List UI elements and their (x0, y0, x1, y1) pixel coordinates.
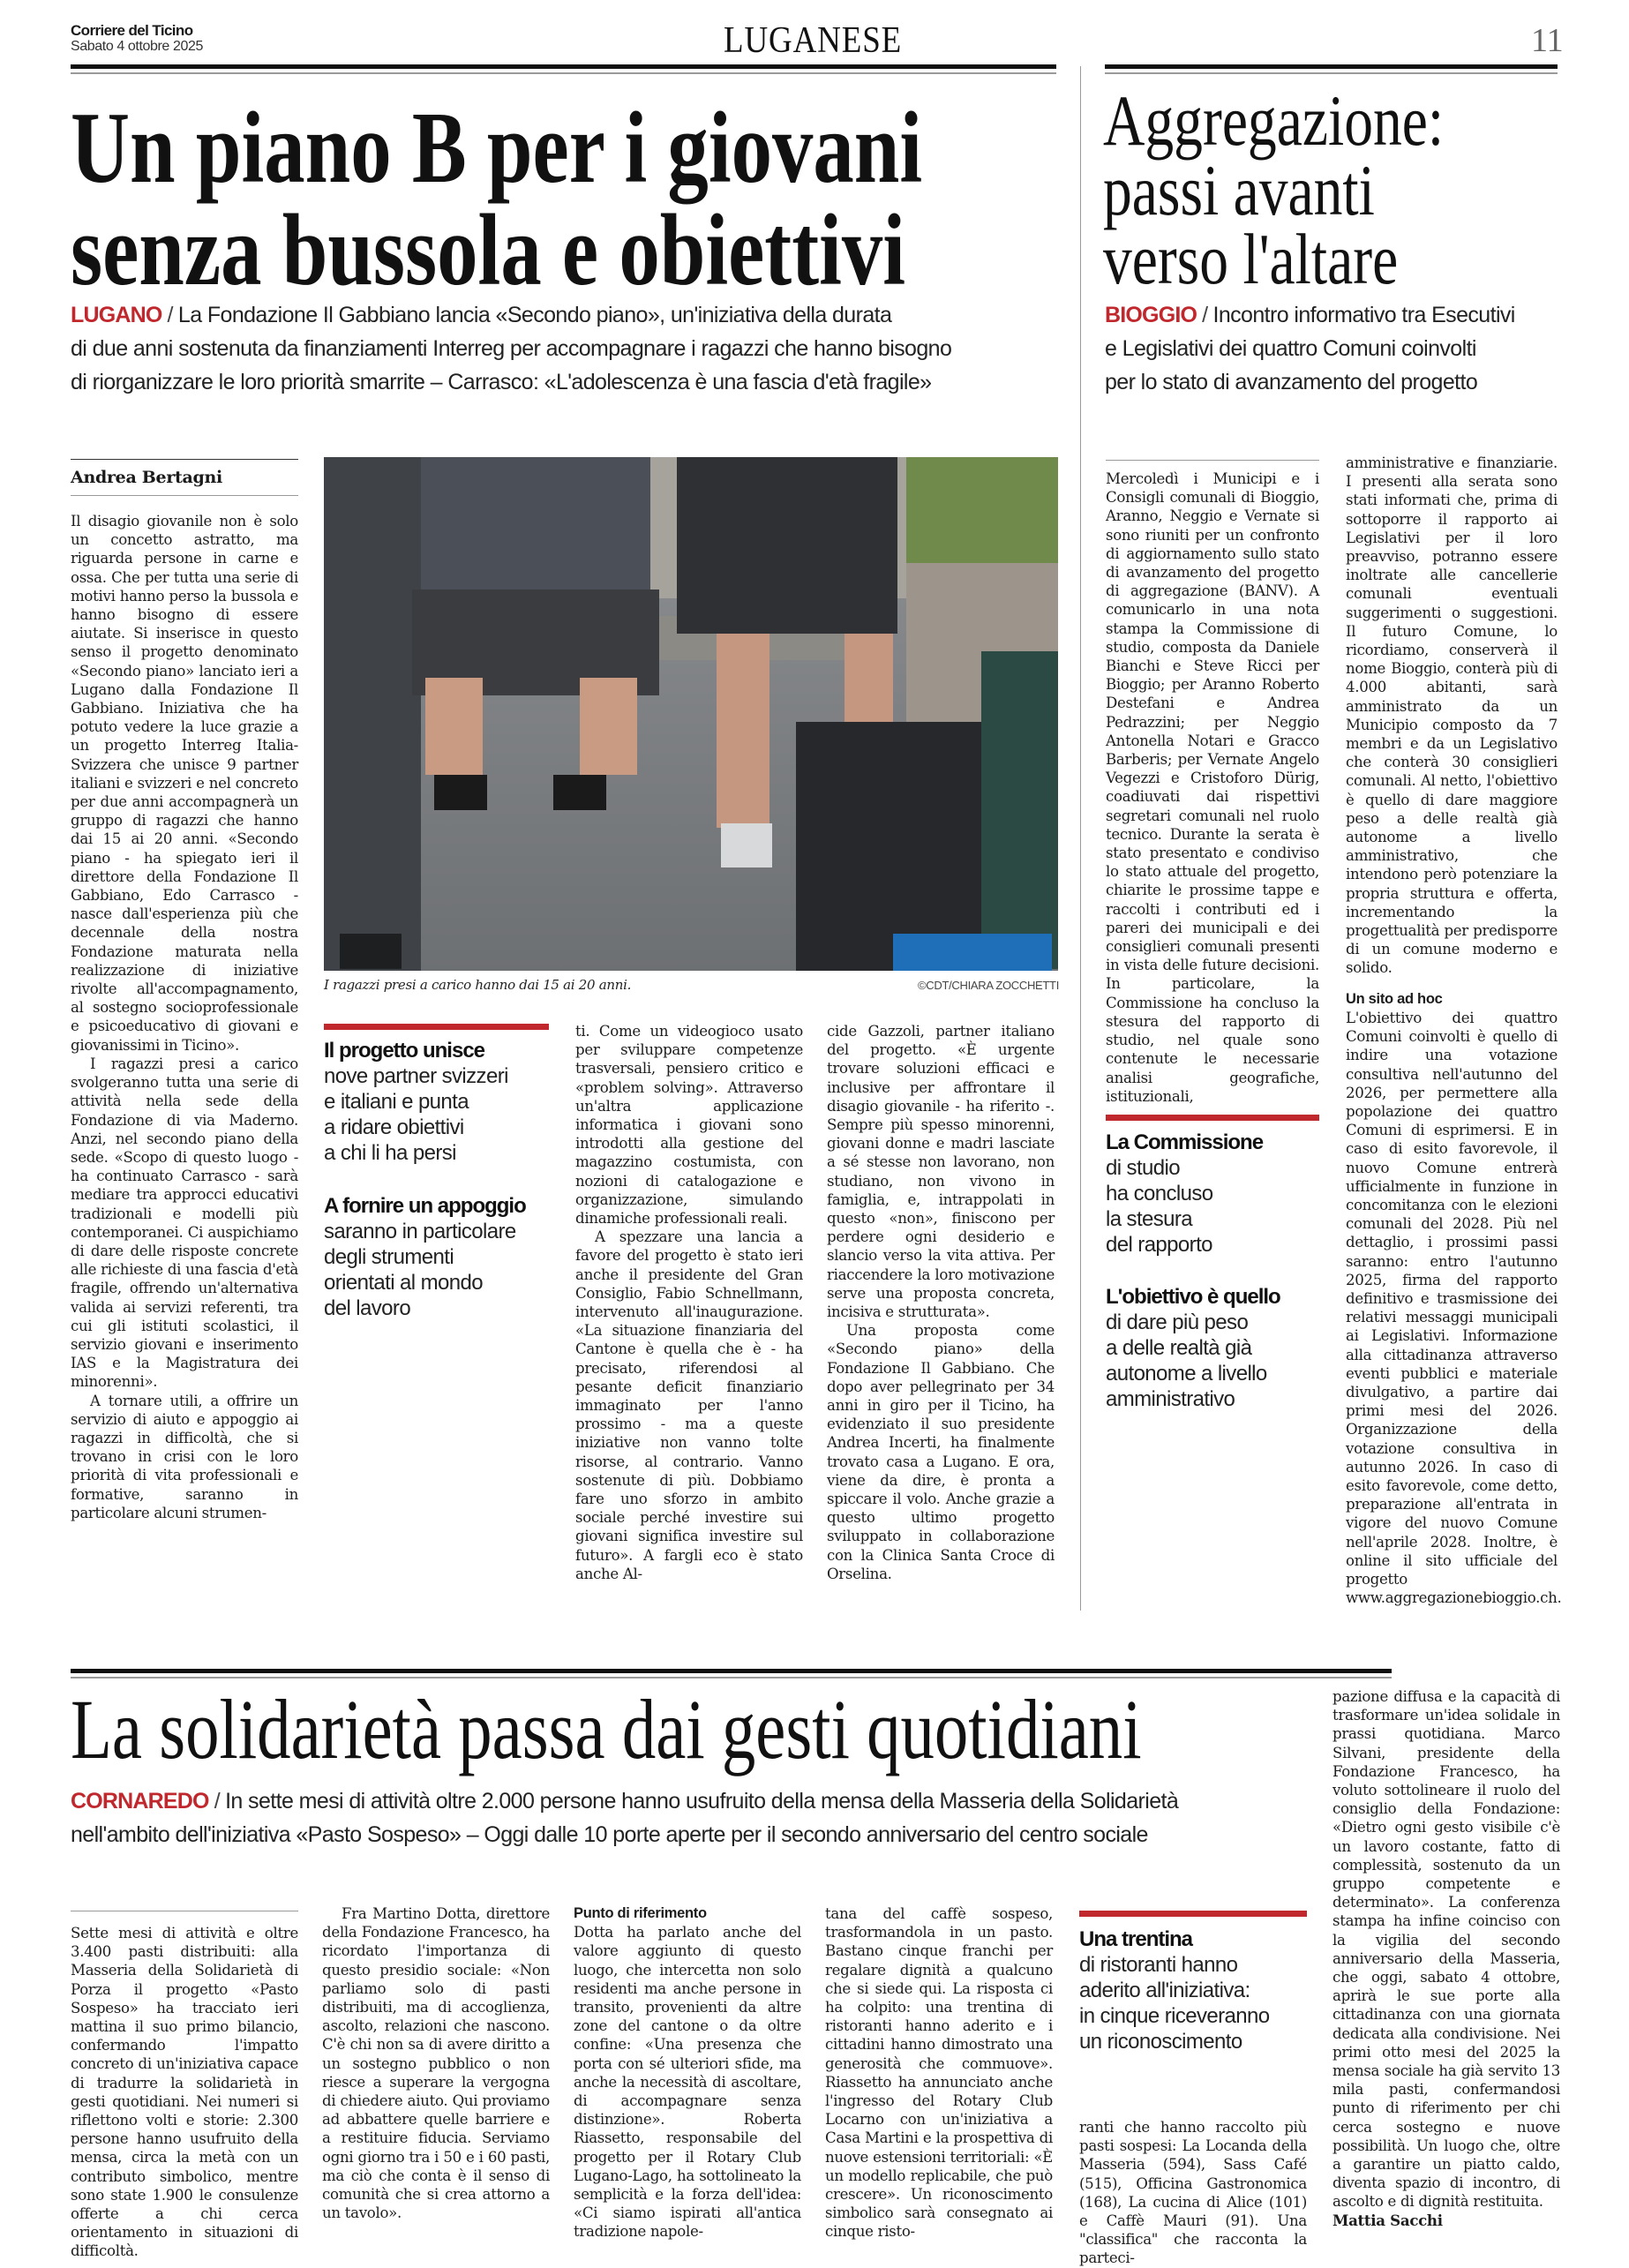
side-pull-quote-2 (1106, 1284, 1326, 1412)
pull-quote-lead: A fornire un appoggio (324, 1194, 526, 1218)
paragraph: A tornare utili, a offrire un servizio di aiuto e appoggio ai ragazzi in difficoltà, che si trovano in crisi con le loro priorità di vita professionali e formative, saranno in particolare alcuni strumen- (71, 1392, 298, 1521)
bottom-deck (71, 1784, 1332, 1851)
quote-rule (324, 1024, 549, 1030)
bottom-rule (71, 1669, 1392, 1673)
bottom-rule-thin (71, 1677, 1392, 1678)
bottom-column-5 (1079, 2118, 1307, 2268)
pull-quote-line: amministrativo (1106, 1387, 1235, 1411)
paragraph: Una proposta come «Secondo piano» della Fondazione Il Gabbiano. Che dopo aver pellegrinato per 34 anni in giro per il Ticino, ha evidenziato il suo presidente Andrea Incerti, ha finalmente trovato casa a Lugano. E ora, viene da dire, è pronta a spiccare il volo. Anche grazie a questo ultimo progetto sviluppato in collaborazione con la Clinica Santa Croce di Orselina. (827, 1322, 1055, 1582)
pull-quote-line: a delle realtà già (1106, 1336, 1252, 1360)
bottom-column-3 (574, 1904, 801, 2242)
pull-quote-lead: L'obiettivo è quello (1106, 1285, 1280, 1309)
pull-quote-line: a ridare obiettivi (324, 1115, 464, 1139)
pull-quote-lead: Una trentina (1079, 1927, 1193, 1951)
pull-quote-2 (324, 1193, 553, 1321)
bottom-column-2 (322, 1904, 550, 2222)
pull-quote-line: un riconoscimento (1079, 2030, 1242, 2054)
paragraph: Dotta ha parlato anche del valore aggiunto di questo luogo, che intercetta non solo residenti ma anche persone in transito, provenienti da altre zone del cantone o da oltre confine: «Una presenza che porta con sé ulteriori sfide, ma anche la necessità di ascoltare, di accompagnare senza distinzione». Roberta Riassetto, responsabile del progetto per il Rotary Club Lugano-Lago, ha sottolineato la semplicità e la forza dell'idea: «Ci siamo ispirati all'antica tradizione napole- (574, 1924, 801, 2241)
photo-image (324, 457, 1058, 971)
side-pull-quote-1 (1106, 1130, 1326, 1258)
paragraph: Sette mesi di attività e oltre 3.400 pasti distribuiti: alla Masseria della Solidarietà di Porza il progetto «Pasto Sospeso» ha tracciato ieri mattina il suo primo bilancio, confermando l'impatto concreto di un'iniziativa capace di tradurre la solidarietà in gesti quotidiani. Nei numeri si riflettono volti e storie: 2.300 persone hanno usufruito della mensa, circa la metà con un contributo simbolico, mentre sono state 1.900 le consulenze offerte a chi cerca orientamento in situazioni di difficoltà. (71, 1925, 298, 2260)
paragraph: ti. Come un videogioco usato per sviluppare competenze trasversali, pensiero critico e «problem solving». Attraverso un'altra applicazione informatica i giovani sono introdotti alla gestione del magazzino costumista, con nozioni di catalogazione e organizzazione, simulando dinamiche professionali reali. (575, 1023, 803, 1228)
side-headline-line-3: verso l'altare (1103, 219, 1399, 300)
deck-line: e Legislativi dei quattro Comuni coinvolti (1105, 336, 1476, 361)
pull-quote-line: degli strumenti (324, 1245, 454, 1269)
top-rule-left-thin (71, 72, 1056, 74)
pull-quote-line: orientati al mondo (324, 1271, 483, 1295)
side-column-1 (1106, 469, 1319, 1106)
pull-quote-line: del rapporto (1106, 1233, 1212, 1257)
dateline-slash: / (214, 1789, 221, 1814)
side-deck (1105, 298, 1564, 399)
newspaper-name: Corriere del Ticino (71, 22, 193, 39)
side-headline-line-1: Aggregazione: (1103, 80, 1445, 161)
top-rule-right-thin (1105, 72, 1558, 74)
article-photo (324, 457, 1058, 971)
main-deck (71, 298, 1059, 399)
paragraph: pazione diffusa e la capacità di trasformare un'idea solidale in prassi quotidiana. Marco Silvani, presidente della Fondazione Francesco, ha voluto sottolineare il ruolo del consiglio della Fondazione: «Dietro ogni gesto visibile c'è un lavoro costante, fatto di complessità, sostenuto da un gruppo competente e determinato». La conferenza stampa ha infine coinciso con la vigilia del secondo anniversario della Masseria, che oggi, sabato 4 ottobre, aprirà le sue porte alla cittadinanza con una giornata dedicata alla condivisione. Nei primi otto mesi del 2025 la mensa sociale ha già servito 13 mila pasti, confermandosi punto di riferimento per chi cerca sostegno e nuove possibilità. Un luogo che, oltre a garantire un piatto caldo, diventa spazio di incontro, di ascolto e di dignità restituita. (1332, 1688, 1560, 2211)
pull-quote-lead: Il progetto unisce (324, 1039, 485, 1063)
issue-date: Sabato 4 ottobre 2025 (71, 39, 203, 54)
photo-caption: I ragazzi presi a carico hanno dai 15 ai 20 anni. (324, 977, 632, 993)
pull-quote-line: del lavoro (324, 1296, 411, 1320)
paragraph: Mercoledì i Municipi e i Consigli comunali di Bioggio, Aranno, Neggio e Vernate si sono riuniti per un confronto di aggiornamento sullo stato di avanzamento del progetto di aggregazione (BANV). A comunicarlo in una nota stampa la Commissione di studio, composta da Daniele Bianchi e Steve Ricci per Bioggio; per Aranno Roberto Destefani e Andrea Pedrazzini; per Neggio Antonella Notari e Gracco Barberis; per Vernate Angelo Vegezzi e Cristoforo Dürig, coadiuvati dai rispettivi segretari comunali nel ruolo tecnico. Durante la serata è stato presentato e condiviso lo stato attuale del progetto, chiarite le prossime tappe e raccolti i contributi ed i pareri dei municipali e dei consiglieri comunali presenti in vista delle future decisioni. In particolare, la Commissione ha concluso la stesura del rapporto di studio, nel quale sono contenute le necessarie analisi geografiche, istituzionali, (1106, 470, 1319, 1105)
pull-quote-line: di dare più peso (1106, 1310, 1249, 1334)
quote-rule (1079, 1911, 1307, 1917)
paragraph: A spezzare una lancia a favore del progetto è stato ieri anche il presidente del Gran Consiglio, Fabio Schnellmann, intervenuto all'inaugurazione. «La situazione finanziaria del Cantone è quella che è - ha precisato, riferendosi al pesante deficit finanziario immaginato per l'anno prossimo - ma a queste iniziative non vanno tolte risorse, al contrario. Vanno sostenute di più. Dobbiamo fare uno sforzo in ambito sociale perché investire sui giovani significa investire sul futuro». A fargli eco è stato anche Al- (575, 1228, 803, 1582)
deck-line: di riorganizzare le loro priorità smarrite – Carrasco: «L'adolescenza è una fascia d'età fragile» (71, 370, 932, 394)
bottom-pull-quote (1079, 1926, 1313, 2054)
pull-quote-line: a chi li ha persi (324, 1141, 456, 1165)
paragraph: cide Gazzoli, partner italiano del progetto. «È urgente trovare soluzioni efficaci e inclusive per affrontare il disagio giovanile - ha riferito -. Sempre più spesso minorenni, giovani donne e madri lasciate a sé stesse non lavorano, non studiano, non vivono in famiglia, e, intrappolati in questo «non», finiscono per perdere ogni desiderio e slancio verso la vita attiva. Per riaccendere la loro motivazione serve una proposta concreta, incisiva e strutturata». (827, 1023, 1055, 1321)
bottom-headline: La solidarietà passa dai gesti quotidiani (71, 1682, 1142, 1776)
pull-quote-line: di ristoranti hanno (1079, 1953, 1238, 1977)
pull-quote-line: aderito all'iniziativa: (1079, 1979, 1250, 2002)
side-column-2 (1346, 454, 1562, 1607)
bottom-column-4 (825, 1904, 1053, 2242)
pull-quote-line: nove partner svizzeri (324, 1064, 508, 1088)
pull-quote-line: autonome a livello (1106, 1362, 1267, 1386)
deck-line: di due anni sostenuta da finanziamenti Interreg per accompagnare i ragazzi che hanno bisogno (71, 336, 952, 361)
dateline-slash: / (167, 303, 173, 327)
top-rule-left (71, 64, 1056, 69)
pull-quote-line: di studio (1106, 1156, 1180, 1180)
main-headline-line-2: senza bussola e obiettivi (71, 194, 906, 307)
deck-line: In sette mesi di attività oltre 2.000 persone hanno usufruito della mensa della Masseria della Solidarietà (225, 1789, 1179, 1814)
dateline-place: BIOGGIO (1105, 303, 1197, 327)
paragraph: ranti che hanno raccolto più pasti sospesi: La Locanda della Masseria (594), Sass Café (515), Officina Gastronomica (168), La cucina di Alice (101) e Caffè Mauri (91). Una "classifica" che racconta la parteci- (1079, 2119, 1307, 2267)
pull-quote-lead: La Commissione (1106, 1130, 1264, 1154)
dateline-place: CORNAREDO (71, 1789, 209, 1814)
subheading: Punto di riferimento (574, 1905, 707, 1921)
side-headline (1103, 80, 1445, 300)
side-col-rule (1106, 460, 1319, 461)
deck-line: per lo stato di avanzamento del progetto (1105, 370, 1478, 394)
deck-line: nell'ambito dell'iniziativa «Pasto Sospeso» – Oggi dalle 10 porte aperte per il secondo anniversario del centro sociale (71, 1822, 1148, 1847)
column-divider (1080, 66, 1081, 1611)
byline: Andrea Bertagni (71, 468, 222, 487)
main-column-4 (827, 1022, 1055, 1583)
main-column-3 (575, 1022, 803, 1583)
page-number: 11 (1531, 22, 1564, 59)
paragraph: Il disagio giovanile non è solo un concetto astratto, ma riguarda persone in carne e ossa. Che per tutta una serie di motivi hanno perso la bussola e hanno bisogno di essere aiutate. Si inserisce in questo senso il progetto denominato «Secondo piano» lanciato ieri a Lugano dalla Fondazione Il Gabbiano. Iniziativa che ha potuto vedere la luce grazie a un progetto Interreg Italia-Svizzera che unisce 9 partner italiani e svizzeri e nel concreto per due anni accompagnerà un gruppo di ragazzi che hanno dai 15 ai 20 anni. «Secondo piano - ha spiegato ieri il direttore della Fondazione Il Gabbiano, Edo Carrasco - nasce dall'esperienza più che decennale della nostra Fondazione maturata nella realizzazione di iniziative rivolte all'accompagnamento, al sostegno socioprofessionale e psicoeducativo di giovani e giovanissimi in Ticino». (71, 513, 298, 1054)
paragraph: amministrative e finanziarie. I presenti alla serata sono stati informati che, prima di sottoporre il rapporto ai Legislativi per il loro preavviso, potranno essere inoltrate alle cancellerie comunali eventuali suggerimenti o suggestioni. Il futuro Comune, lo ricordiamo, conserverà il nome Bioggio, conterà più di 4.000 abitanti, sarà amministrato da un Municipio composto da 7 membri e da un Legislativo che conterà 30 consiglieri comunali. Al netto, l'obiettivo è quello di dare maggiore peso a delle realtà già autonome a livello amministrativo, che intendono però potenziare la propria struttura e offerta, incrementando la progettualità per predisporre di un comune moderno e solido. (1346, 454, 1558, 977)
dateline-slash: / (1202, 303, 1208, 327)
side-headline-line-2: passi avanti (1103, 149, 1375, 230)
pull-quote-line: in cinque riceveranno (1079, 2004, 1270, 2028)
pull-quote-line: e italiani e punta (324, 1090, 469, 1114)
main-column-1 (71, 512, 298, 1522)
deck-line: La Fondazione Il Gabbiano lancia «Secondo piano», un'iniziativa della durata (177, 303, 892, 327)
byline-rule-bottom (71, 495, 298, 496)
top-rule-right (1105, 64, 1558, 69)
section-title: LUGANESE (724, 20, 903, 61)
paragraph: L'obiettivo dei quattro Comuni coinvolti è quello di indire una votazione consultiva nell'autunno del 2026, per permettere alla popolazione dei quattro Comuni di esprimersi. E in caso di esito favorevole, il nuovo Comune entrerà ufficialmente in funzione in concomitanza con le elezioni comunali del 2028. Più nel dettaglio, i prossimi passi saranno: entro l'autunno 2025, firma del rapporto definitivo e trasmissione dei relativi messaggi municipali ai Legislativi. Informazione alla cittadinanza attraverso eventi pubblici e materiale divulgativo, a partire dai primi mesi del 2026. Organizzazione della votazione consultiva in autunno 2026. In caso di esito favorevole, come detto, preparazione all'entrata in vigore del nuovo Comune nell'aprile 2028. Inoltre, è online il sito ufficiale del progetto www.aggregazionebioggio.ch. (1346, 1009, 1562, 1607)
pull-quote-line: saranno in particolare (324, 1220, 516, 1243)
byline-rule-top (71, 459, 298, 460)
pull-quote-line: la stesura (1106, 1207, 1193, 1231)
deck-line: Incontro informativo tra Esecutivi (1212, 303, 1515, 327)
main-headline-line-1: Un piano B per i giovani (71, 92, 923, 205)
author-signature: Mattia Sacchi (1332, 2211, 1443, 2229)
subheading: Un sito ad hoc (1346, 990, 1443, 1007)
paragraph: Fra Martino Dotta, direttore della Fondazione Francesco, ha ricordato l'importanza di questo presidio sociale: «Non parliamo solo di pasti distribuiti, ma di accoglienza, ascolto, relazioni che nascono. C'è chi non sa di avere diritto a un sostegno pubblico o non riesce a superare la vergogna di chiedere aiuto. Qui proviamo ad abbattere quelle barriere e a restituire fiducia. Serviamo ogni giorno tra i 50 e i 60 pasti, ma ciò che conta è il senso di comunità che si crea attorno a un tavolo». (322, 1905, 550, 2222)
paragraph: I ragazzi presi a carico svolgeranno tutta una serie di attività nella sede della Fondazione di via Maderno. Anzi, nel secondo piano della sede. «Scopo di questo luogo - ha continuato Carrasco - sarà mediare tra approcci educativi tradizionali e modelli più contemporanei. Ci auspichiamo di dare delle risposte concrete alle richieste di una fascia d'età fragile, offrendo un'alternativa valida ai servizi referenti, tra cui gli istituti scolastici, il servizio giovani e inserimento IAS e la Magistratura dei minorenni». (71, 1055, 298, 1391)
dateline-place: LUGANO (71, 303, 162, 327)
photo-credit: ©CDT/CHIARA ZOCCHETTI (918, 979, 1060, 992)
paragraph: tana del caffè sospeso, trasformandola in un pasto. Bastano cinque franchi per regalare dignità a qualcuno che si siede qui. La risposta ci ha colpito: una trentina di ristoranti hanno aderito e i cittadini hanno dimostrato una generosità che commuove». Riassetto ha annunciato anche l'ingresso del Rotary Club Locarno con un'iniziativa a Casa Martini e la prospettiva di nuove estensioni territoriali: «È un modello replicabile, che può crescere». Un riconoscimento simbolico sarà consegnato ai cinque risto- (825, 1905, 1053, 2241)
main-headline (71, 92, 923, 307)
quote-rule (1106, 1115, 1319, 1121)
pull-quote-1 (324, 1038, 553, 1166)
pull-quote-line: ha concluso (1106, 1182, 1213, 1205)
bottom-column-1 (71, 1924, 298, 2261)
bottom-column-6 (1332, 1687, 1560, 2230)
